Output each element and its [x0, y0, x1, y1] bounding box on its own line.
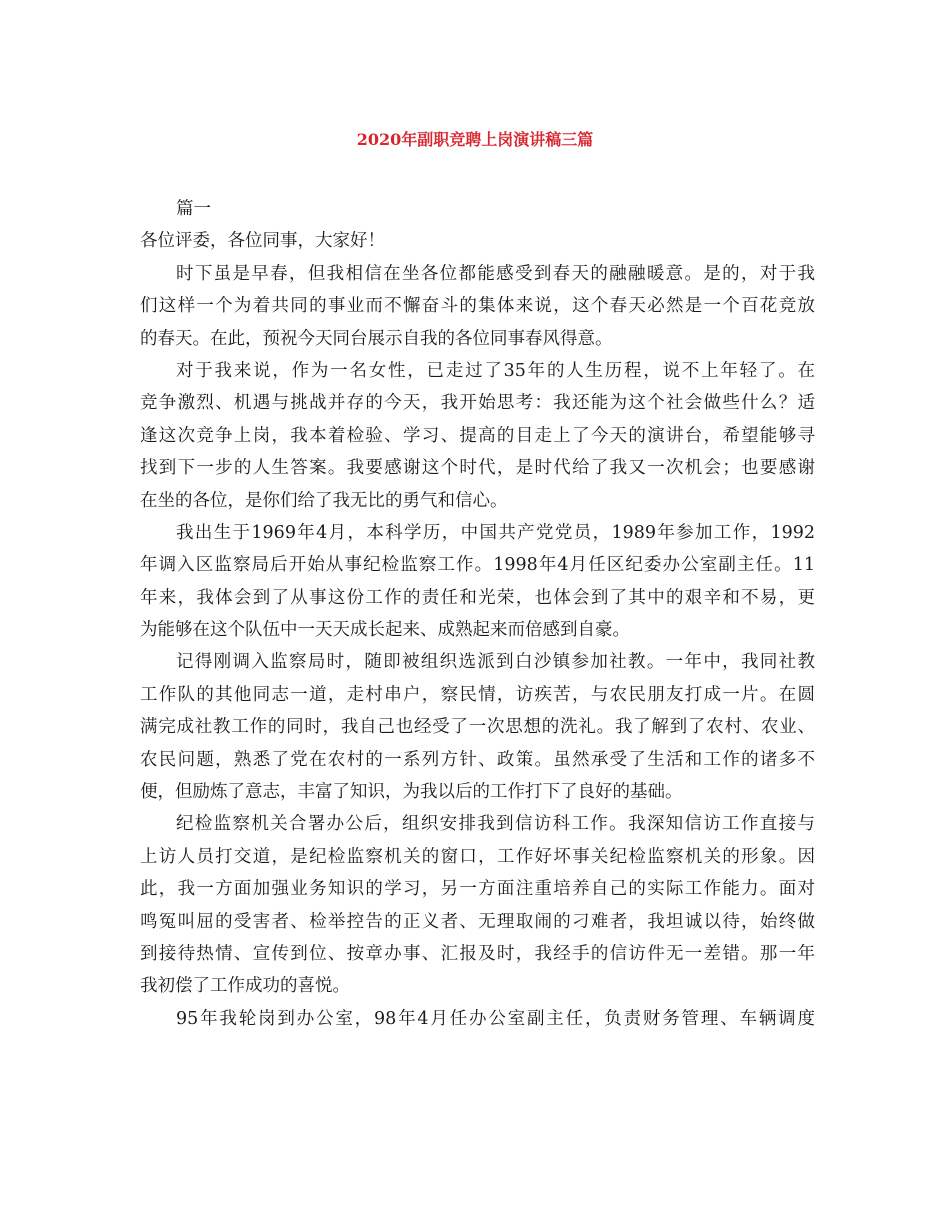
text-line: 们这样一个为着共同的事业而不懈奋斗的集体来说，这个春天必然是一个百花竞放	[140, 296, 815, 317]
document-title: 2020年副职竞聘上岗演讲稿三篇	[356, 130, 594, 149]
text-line: 我初偿了工作成功的喜悦。	[140, 976, 350, 997]
text-line: 纪检监察机关合署办公后，组织安排我到信访科工作。我深知信访工作直接与	[176, 814, 815, 835]
text-line: 鸣冤叫屈的受害者、检举控告的正义者、无理取闹的刁难者，我坦诚以待，始终做	[140, 911, 815, 932]
text-line: 在坐的各位，是你们给了我无比的勇气和信心。	[140, 490, 508, 511]
document-body	[140, 193, 815, 1035]
text-line: 竞争激烈、机遇与挑战并存的今天，我开始思考：我还能为这个社会做些什么？适	[140, 393, 815, 414]
text-line: 年调入区监察局后开始从事纪检监察工作。1998年4月任区纪委办公室副主任。11	[140, 555, 815, 576]
text-line: 农民问题，熟悉了党在农村的一系列方针、政策。虽然承受了生活和工作的诸多不	[140, 749, 815, 770]
text-line: 逢这次竞争上岗，我本着检验、学习、提高的目走上了今天的演讲台，希望能够寻	[140, 425, 815, 446]
text-line: 各位评委，各位同事，大家好！	[140, 231, 385, 252]
text-line: 满完成社教工作的同时，我自己也经受了一次思想的洗礼。我了解到了农村、农业、	[140, 717, 815, 738]
text-line: 时下虽是早春，但我相信在坐各位都能感受到春天的融融暖意。是的，对于我	[176, 263, 815, 284]
text-line: 工作队的其他同志一道，走村串户，察民情，访疾苦，与农民朋友打成一片。在圆	[140, 684, 815, 705]
text-line: 对于我来说，作为一名女性，已走过了35年的人生历程，说不上年轻了。在	[176, 360, 815, 381]
text-line: 找到下一步的人生答案。我要感谢这个时代，是时代给了我又一次机会；也要感谢	[140, 458, 815, 479]
text-line: 我出生于1969年4月，本科学历，中国共产党党员，1989年参加工作，1992	[176, 522, 815, 543]
text-line: 上访人员打交道，是纪检监察机关的窗口，工作好坏事关纪检监察机关的形象。因	[140, 846, 815, 867]
text-line: 记得刚调入监察局时，随即被组织选派到白沙镇参加社教。一年中，我同社教	[176, 652, 815, 673]
text-line: 篇一	[176, 199, 211, 219]
text-line: 此，我一方面加强业务知识的学习，另一方面注重培养自己的实际工作能力。面对	[140, 879, 815, 900]
text-line: 为能够在这个队伍中一天天成长起来、成熟起来而倍感到自豪。	[140, 620, 630, 641]
text-line: 95年我轮岗到办公室，98年4月任办公室副主任，负责财务管理、车辆调度	[176, 1008, 815, 1029]
text-line: 的春天。在此，预祝今天同台展示自我的各位同事春风得意。	[140, 328, 613, 349]
text-line: 到接待热情、宣传到位、按章办事、汇报及时，我经手的信访件无一差错。那一年	[140, 943, 815, 964]
text-line: 便，但励炼了意志，丰富了知识，为我以后的工作打下了良好的基础。	[140, 782, 683, 803]
text-line: 年来，我体会到了从事这份工作的责任和光荣，也体会到了其中的艰辛和不易，更	[140, 587, 815, 608]
